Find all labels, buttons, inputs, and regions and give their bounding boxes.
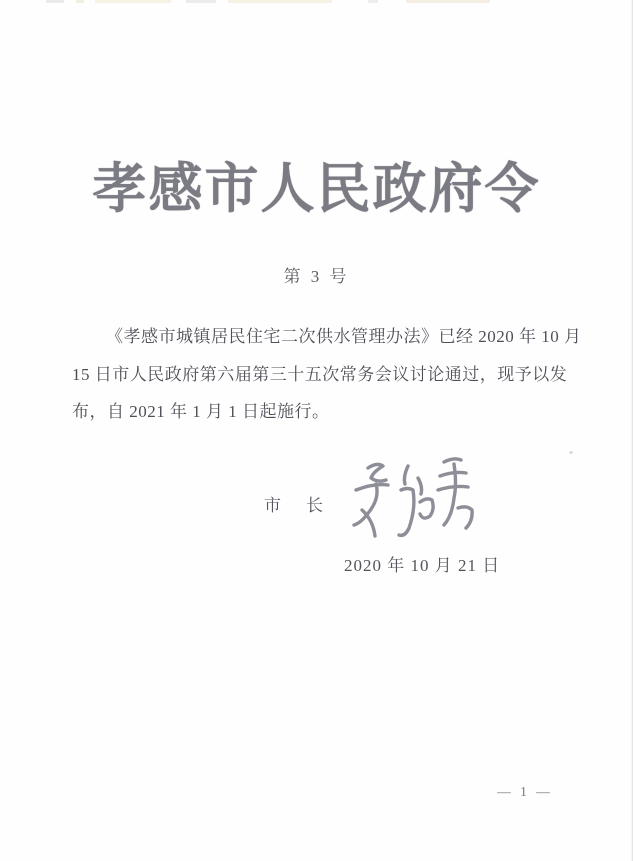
body-line-3: 布，自 2021 年 1 月 1 日起施行。 <box>72 402 330 421</box>
scan-artifact <box>228 0 332 3</box>
document-title: 孝感市人民政府令 <box>92 159 541 219</box>
scan-artifact <box>406 0 490 3</box>
page-number: — 1 — <box>497 784 553 799</box>
decree-number: 第 3 号 <box>283 267 350 286</box>
scan-artifact <box>76 0 84 3</box>
body-paragraph <box>72 318 582 431</box>
scan-artifact <box>95 0 171 3</box>
scan-artifact <box>368 0 378 3</box>
scan-artifact <box>46 0 64 3</box>
body-line-1: 《孝感市城镇居民住宅二次供水管理办法》已经 2020 年 10 月 <box>106 327 582 346</box>
scan-artifact <box>186 0 216 3</box>
signature-handwriting <box>346 452 486 556</box>
body-line-2: 15 日市人民政府第六届第三十五次常务会议讨论通过，现予以发 <box>72 364 568 384</box>
signer-title: 市 长 <box>264 496 327 515</box>
scan-speck <box>569 451 573 454</box>
document-date: 2020 年 10 月 21 日 <box>344 556 501 575</box>
